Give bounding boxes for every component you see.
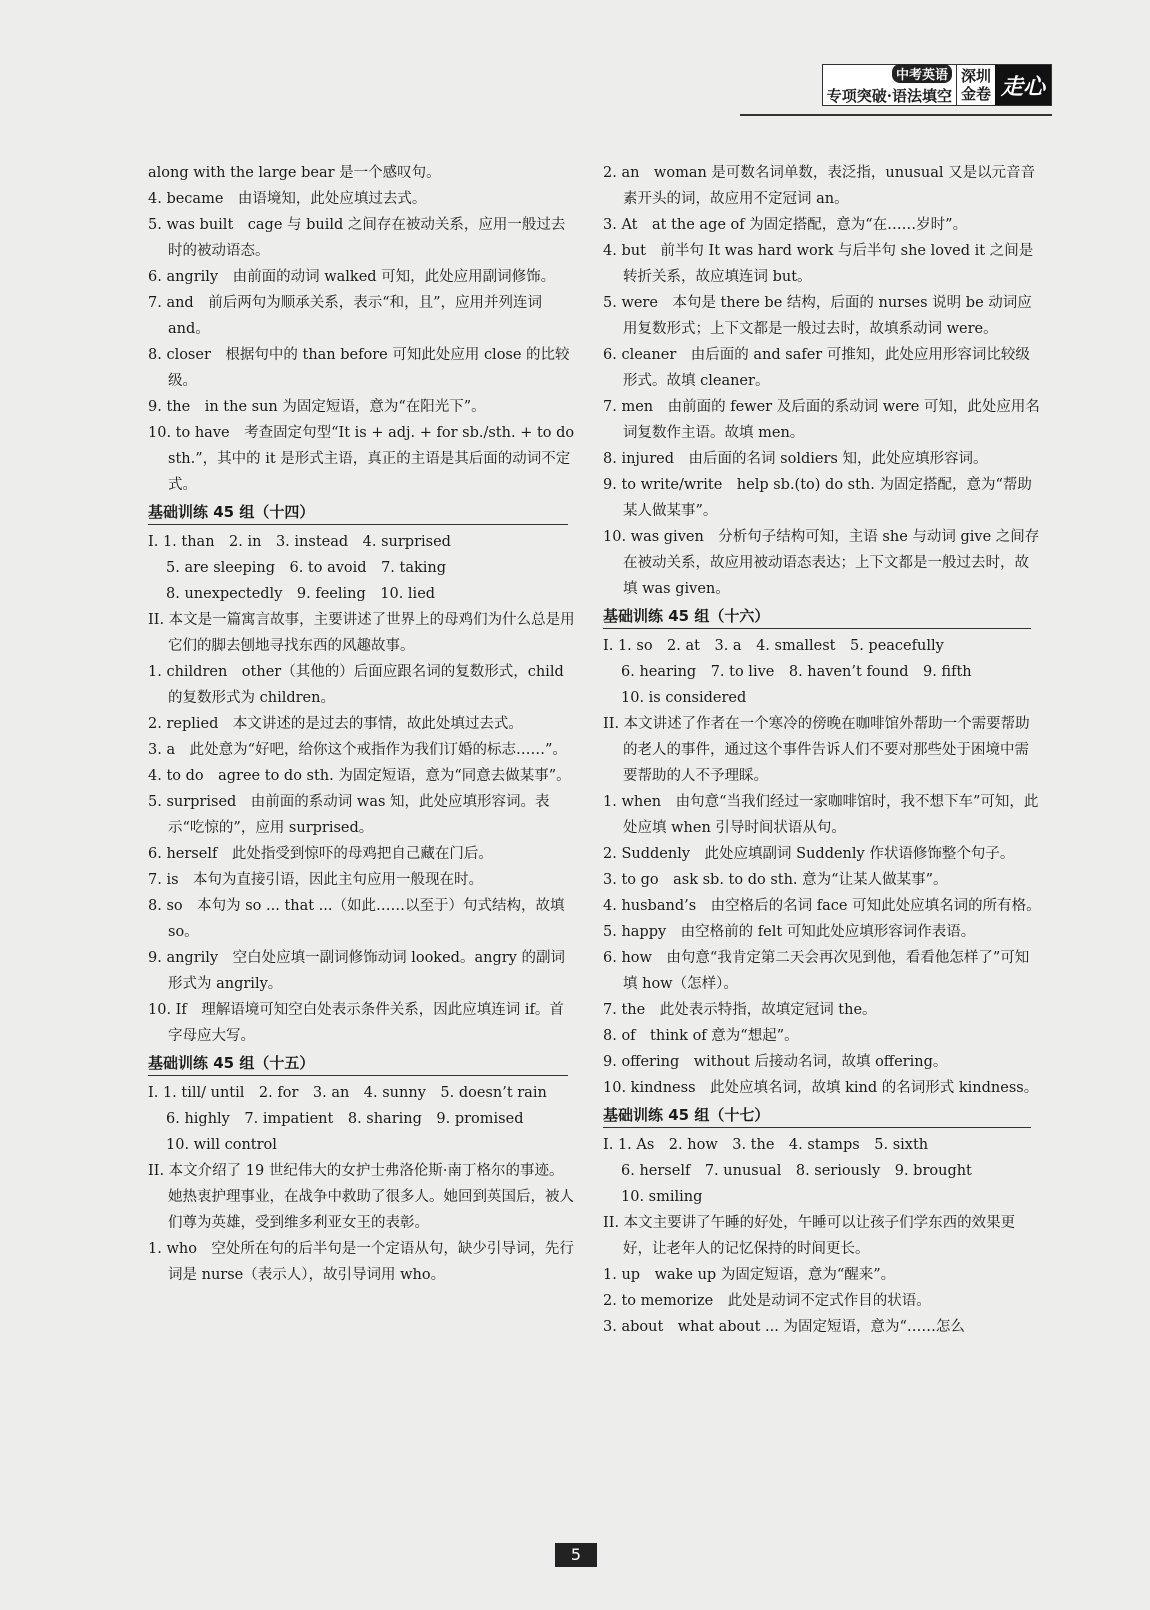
header-tag: 中考英语 (892, 64, 952, 83)
answer-item: 8. closer 根据句中的 than before 可知此处应用 close 的比较级。 (148, 347, 570, 389)
answer-line: 10. is considered (621, 690, 747, 706)
answer-item: 8. of think of 意为“想起”。 (603, 1028, 799, 1044)
answer-item: 2. Suddenly 此处应填副词 Suddenly 作状语修饰整个句子。 (603, 846, 1015, 862)
right-column (603, 160, 1041, 1340)
answer-item: 2. replied 本文讲述的是过去的事情，故此处填过去式。 (148, 716, 523, 732)
answer-item: 3. to go ask sb. to do sth. 意为“让某人做某事”。 (603, 872, 948, 888)
answer-item: 5. were 本句是 there be 结构，后面的 nurses 说明 be 动词应用复数形式；上下文都是一般过去时，故填系动词 were。 (603, 295, 1032, 337)
answer-item: 7. men 由前面的 fewer 及后面的系动词 were 可知，此处应用名词复数作主语。故填 men。 (603, 399, 1040, 441)
header-rule (740, 114, 1052, 116)
answer-item: 4. husband’s 由空格后的名词 face 可知此处应填名词的所有格。 (603, 898, 1041, 914)
answer-line: 8. unexpectedly 9. feeling 10. lied (166, 586, 436, 602)
answer-item: along with the large bear 是一个感叹句。 (148, 165, 441, 181)
section-heading: 基础训练 45 组（十七） (603, 1103, 1031, 1128)
brand-logo (995, 65, 1051, 105)
brand-line2: 金卷 (960, 85, 991, 103)
answer-line: 6. herself 7. unusual 8. seriously 9. brought (621, 1163, 972, 1179)
answer-item: I. 1. than 2. in 3. instead 4. surprised (148, 534, 451, 550)
answer-item: 10. to have 考查固定句型“It is + adj. + for sb./sth. + to do sth.”，其中的 it 是形式主语，真正的主语是其后面的动词不定式。 (148, 425, 575, 493)
answer-line: 6. highly 7. impatient 8. sharing 9. promised (166, 1111, 524, 1127)
answer-item: 8. so 本句为 so ... that ...（如此……以至于）句式结构，故填 so。 (148, 898, 565, 940)
answer-line: 10. smiling (621, 1189, 703, 1205)
answer-item: II. 本文介绍了 19 世纪伟大的女护士弗洛伦斯·南丁格尔的事迹。她热衷护理事业，在战争中救助了很多人。她回到英国后，被人们尊为英雄，受到维多利亚女王的表彰。 (148, 1163, 574, 1231)
answer-item: 10. kindness 此处应填名词，故填 kind 的名词形式 kindness。 (603, 1080, 1039, 1096)
brand-line1: 深圳 (960, 67, 991, 85)
answer-item: I. 1. As 2. how 3. the 4. stamps 5. sixth (603, 1137, 929, 1153)
answer-item: 2. an woman 是可数名词单数，表泛指，unusual 又是以元音音素开头的词，故应用不定冠词 an。 (603, 165, 1036, 207)
answer-item: 1. up wake up 为固定短语，意为“醒来”。 (603, 1267, 896, 1283)
answer-item: 6. herself 此处指受到惊吓的母鸡把自己藏在门后。 (148, 846, 493, 862)
answer-item: 6. cleaner 由后面的 and safer 可推知，此处应用形容词比较级形式。故填 cleaner。 (603, 347, 1030, 389)
book-header (822, 64, 1052, 106)
answer-line: 5. are sleeping 6. to avoid 7. taking (166, 560, 447, 576)
answer-item: 4. but 前半句 It was hard work 与后半句 she loved it 之间是转折关系，故应填连词 but。 (603, 243, 1034, 285)
answer-item: I. 1. till/ until 2. for 3. an 4. sunny 5. doesn’t rain (148, 1085, 547, 1101)
answer-item: 8. injured 由后面的名词 soldiers 知，此处应填形容词。 (603, 451, 988, 467)
answer-item: 2. to memorize 此处是动词不定式作目的状语。 (603, 1293, 931, 1309)
header-title-block (823, 65, 956, 105)
answer-item: 5. surprised 由前面的系动词 was 知，此处应填形容词。表示“吃惊的”，应用 surprised。 (148, 794, 550, 836)
page-number: 5 (555, 1543, 597, 1567)
answer-item: 3. At at the age of 为固定搭配，意为“在……岁时”。 (603, 217, 968, 233)
answer-item: 9. angrily 空白处应填一副词修饰动词 looked。angry 的副词形式为 angrily。 (148, 950, 565, 992)
header-brand (956, 65, 995, 105)
answer-item: 3. a 此处意为“好吧，给你这个戒指作为我们订婚的标志……”。 (148, 742, 567, 758)
answer-line: 10. will control (166, 1137, 277, 1153)
answer-item: II. 本文讲述了作者在一个寒冷的傍晚在咖啡馆外帮助一个需要帮助的老人的事件，通过这个事件告诉人们不要对那些处于困境中需要帮助的人不予理睬。 (603, 716, 1030, 784)
header-subtitle: 专项突破·语法填空 (826, 87, 952, 105)
answer-item: 4. became 由语境知，此处应填过去式。 (148, 191, 427, 207)
answer-item: 5. was built cage 与 build 之间存在被动关系，应用一般过去时的被动语态。 (148, 217, 566, 259)
answer-item: 7. is 本句为直接引语，因此主句应用一般现在时。 (148, 872, 484, 888)
logo-text: 走心 (1000, 73, 1045, 100)
section-heading: 基础训练 45 组（十六） (603, 604, 1031, 629)
left-column (148, 160, 576, 1288)
answer-line: 6. hearing 7. to live 8. haven’t found 9. fifth (621, 664, 972, 680)
section-heading: 基础训练 45 组（十五） (148, 1051, 568, 1076)
answer-item: 1. who 空处所在句的后半句是一个定语从句，缺少引导词，先行词是 nurse（表示人），故引导词用 who。 (148, 1241, 574, 1283)
answer-item: 9. to write/write help sb.(to) do sth. 为固定搭配，意为“帮助某人做某事”。 (603, 477, 1032, 519)
answer-item: 4. to do agree to do sth. 为固定短语，意为“同意去做某事”。 (148, 768, 571, 784)
answer-item: I. 1. so 2. at 3. a 4. smallest 5. peacefully (603, 638, 944, 654)
answer-item: II. 本文主要讲了午睡的好处，午睡可以让孩子们学东西的效果更好，让老年人的记忆保持的时间更长。 (603, 1215, 1016, 1257)
answer-item: 5. happy 由空格前的 felt 可知此处应填形容词作表语。 (603, 924, 976, 940)
answer-item: 3. about what about ... 为固定短语，意为“……怎么 (603, 1319, 965, 1335)
answer-item: 7. the 此处表示特指，故填定冠词 the。 (603, 1002, 877, 1018)
answer-item: 6. how 由句意“我肯定第二天会再次见到他，看看他怎样了”可知填 how（怎样）。 (603, 950, 1030, 992)
answer-item: 1. when 由句意“当我们经过一家咖啡馆时，我不想下车”可知，此处应填 when 引导时间状语从句。 (603, 794, 1039, 836)
answer-item: 9. offering without 后接动名词，故填 offering。 (603, 1054, 948, 1070)
answer-item: 10. If 理解语境可知空白处表示条件关系，因此应填连词 if。首字母应大写。 (148, 1002, 564, 1044)
answer-item: II. 本文是一篇寓言故事，主要讲述了世界上的母鸡们为什么总是用它们的脚去刨地寻找东西的风趣故事。 (148, 612, 575, 654)
answer-item: 9. the in the sun 为固定短语，意为“在阳光下”。 (148, 399, 486, 415)
answer-item: 10. was given 分析句子结构可知，主语 she 与动词 give 之间存在被动关系，故应用被动语态表达；上下文都是一般过去时，故填 was given。 (603, 529, 1040, 597)
answer-item: 6. angrily 由前面的动词 walked 可知，此处应用副词修饰。 (148, 269, 556, 285)
answer-item: 7. and 前后两句为顺承关系，表示“和，且”，应用并列连词 and。 (148, 295, 543, 337)
answer-item: 1. children other（其他的）后面应跟名词的复数形式，child 的复数形式为 children。 (148, 664, 564, 706)
section-heading: 基础训练 45 组（十四） (148, 500, 568, 525)
